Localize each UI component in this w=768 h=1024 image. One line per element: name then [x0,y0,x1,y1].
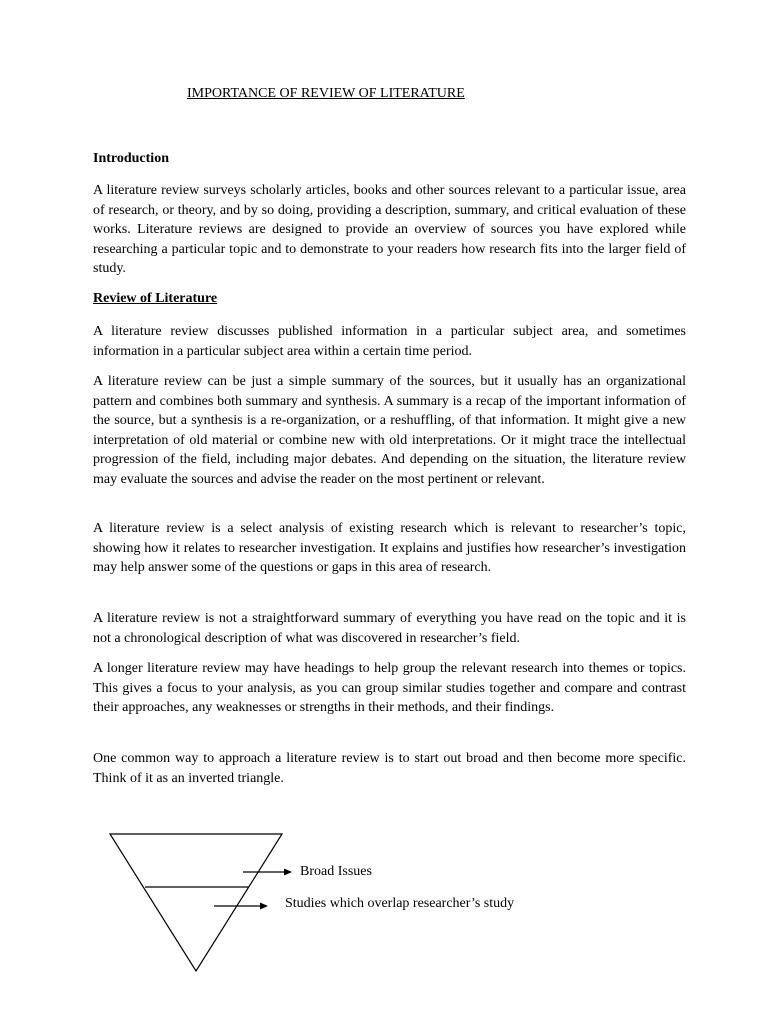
paragraph-1: A literature review discusses published information in a particular subject area, and sometimes information in a particular subject area within a certain time period. [93,324,686,359]
paragraph-2: A literature review can be just a simple summary of the sources, but it usually has an organizational pattern and combines both summary and synthesis. A summary is a recap of the important information of the source, but a synthesis is a re-organization, or a reshuffling, of that information. It might give a new interpretation of old material or combine new with old interpretations. Or it might trace the intellectual progression of the field, including major debates. And depending on the situation, the literature review may evaluate the sources and advise the reader on the most pertinent or relevant. [93,374,686,487]
review-of-literature-heading: Review of Literature [93,291,218,306]
introduction-heading: Introduction [93,151,169,166]
studies-overlap-label: Studies which overlap researcher’s study [285,896,515,911]
paragraph-5: A longer literature review may have headings to help group the relevant research into themes or topics. This gives a focus to your analysis, as you can group similar studies together and compare and contrast their approaches, any weaknesses or strengths in their methods, and their findings. [93,661,686,716]
paragraph-3: A literature review is a select analysis of existing research which is relevant to researcher’s topic, showing how it relates to researcher investigation. It explains and justifies how researcher’s investigation may help answer some of the questions or gaps in this area of research. [93,521,686,576]
inverted-triangle [110,834,282,971]
studies-arrowhead [260,903,268,910]
paragraph-4: A literature review is not a straightforward summary of everything you have read on the topic and it is not a chronological description of what was discovered in researcher’s field. [93,611,686,646]
broad-issues-label: Broad Issues [300,864,372,879]
broad-issues-arrowhead [284,869,292,876]
paragraph-6: One common way to approach a literature review is to start out broad and then become more specific. Think of it as an inverted triangle. [93,751,686,786]
document-title: IMPORTANCE OF REVIEW OF LITERATURE [187,86,465,101]
introduction-paragraph: A literature review surveys scholarly articles, books and other sources relevant to a particular issue, area of research, or theory, and by so doing, providing a description, summary, and critical evaluation of these works. Literature reviews are designed to provide an overview of sources you have explored while researching a particular topic and to demonstrate to your readers how research fits into the larger field of study. [93,183,686,277]
